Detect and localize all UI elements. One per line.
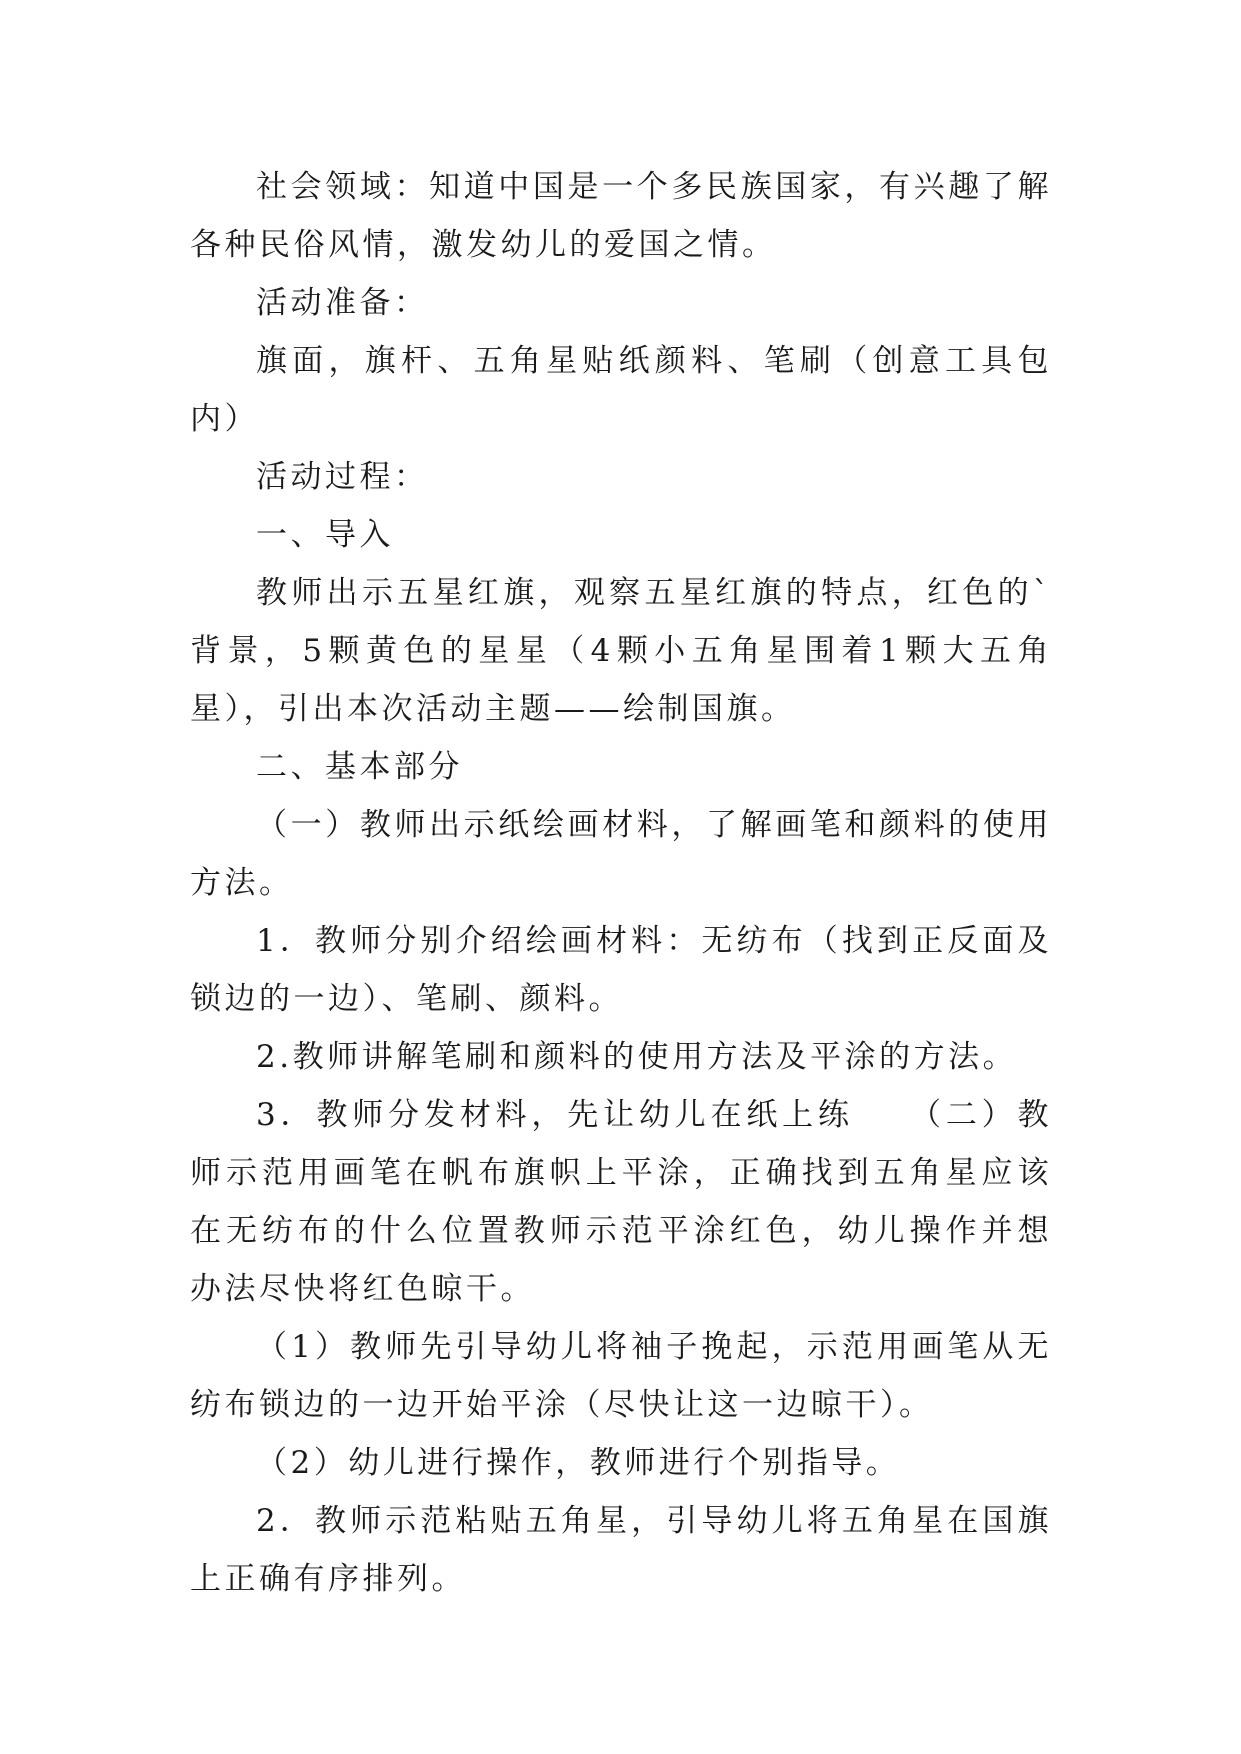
paragraph-social-domain: 社会领域：知道中国是一个多民族国家，有兴趣了解各种民俗风情，激发幼儿的爱国之情。 <box>190 169 1052 263</box>
paragraph-section-introduction: 一、导入 <box>256 517 394 553</box>
paragraph-step-2-stars: 2．教师示范粘贴五角星，引导幼儿将五角星在国旗上正确有序排列。 <box>190 1503 1052 1597</box>
paragraph-substep-2: （2）幼儿进行操作，教师进行个别指导。 <box>256 1445 901 1481</box>
document-body <box>190 158 1052 1608</box>
paragraph-section-main-part: 二、基本部分 <box>256 749 463 785</box>
paragraph-materials: 旗面，旗杆、五角星贴纸颜料、笔刷（创意工具包内） <box>190 343 1052 437</box>
paragraph-step-1: 1．教师分别介绍绘画材料：无纺布（找到正反面及锁边的一边）、笔刷、颜料。 <box>190 923 1052 1017</box>
paragraph-substep-1: （1）教师先引导幼儿将袖子挽起，示范用画笔从无纺布锁边的一边开始平涂（尽快让这一边晾干）。 <box>190 1329 1052 1423</box>
paragraph-activity-preparation-heading: 活动准备： <box>256 285 429 321</box>
paragraph-introduction-body: 教师出示五星红旗，观察五星红旗的特点，红色的`背景，5颗黄色的星星（4颗小五角星围着1颗大五角星），引出本次活动主题——绘制国旗。 <box>190 575 1052 727</box>
paragraph-subsection-one: （一）教师出示纸绘画材料，了解画笔和颜料的使用方法。 <box>190 807 1052 901</box>
paragraph-activity-process-heading: 活动过程： <box>256 459 429 495</box>
paragraph-step-2: 2.教师讲解笔刷和颜料的使用方法及平涂的方法。 <box>256 1039 1018 1075</box>
paragraph-step-3: 3．教师分发材料，先让幼儿在纸上练 （二）教师示范用画笔在帆布旗帜上平涂，正确找到五角星应该在无纺布的什么位置教师示范平涂红色，幼儿操作并想办法尽快将红色晾干。 <box>190 1097 1052 1307</box>
